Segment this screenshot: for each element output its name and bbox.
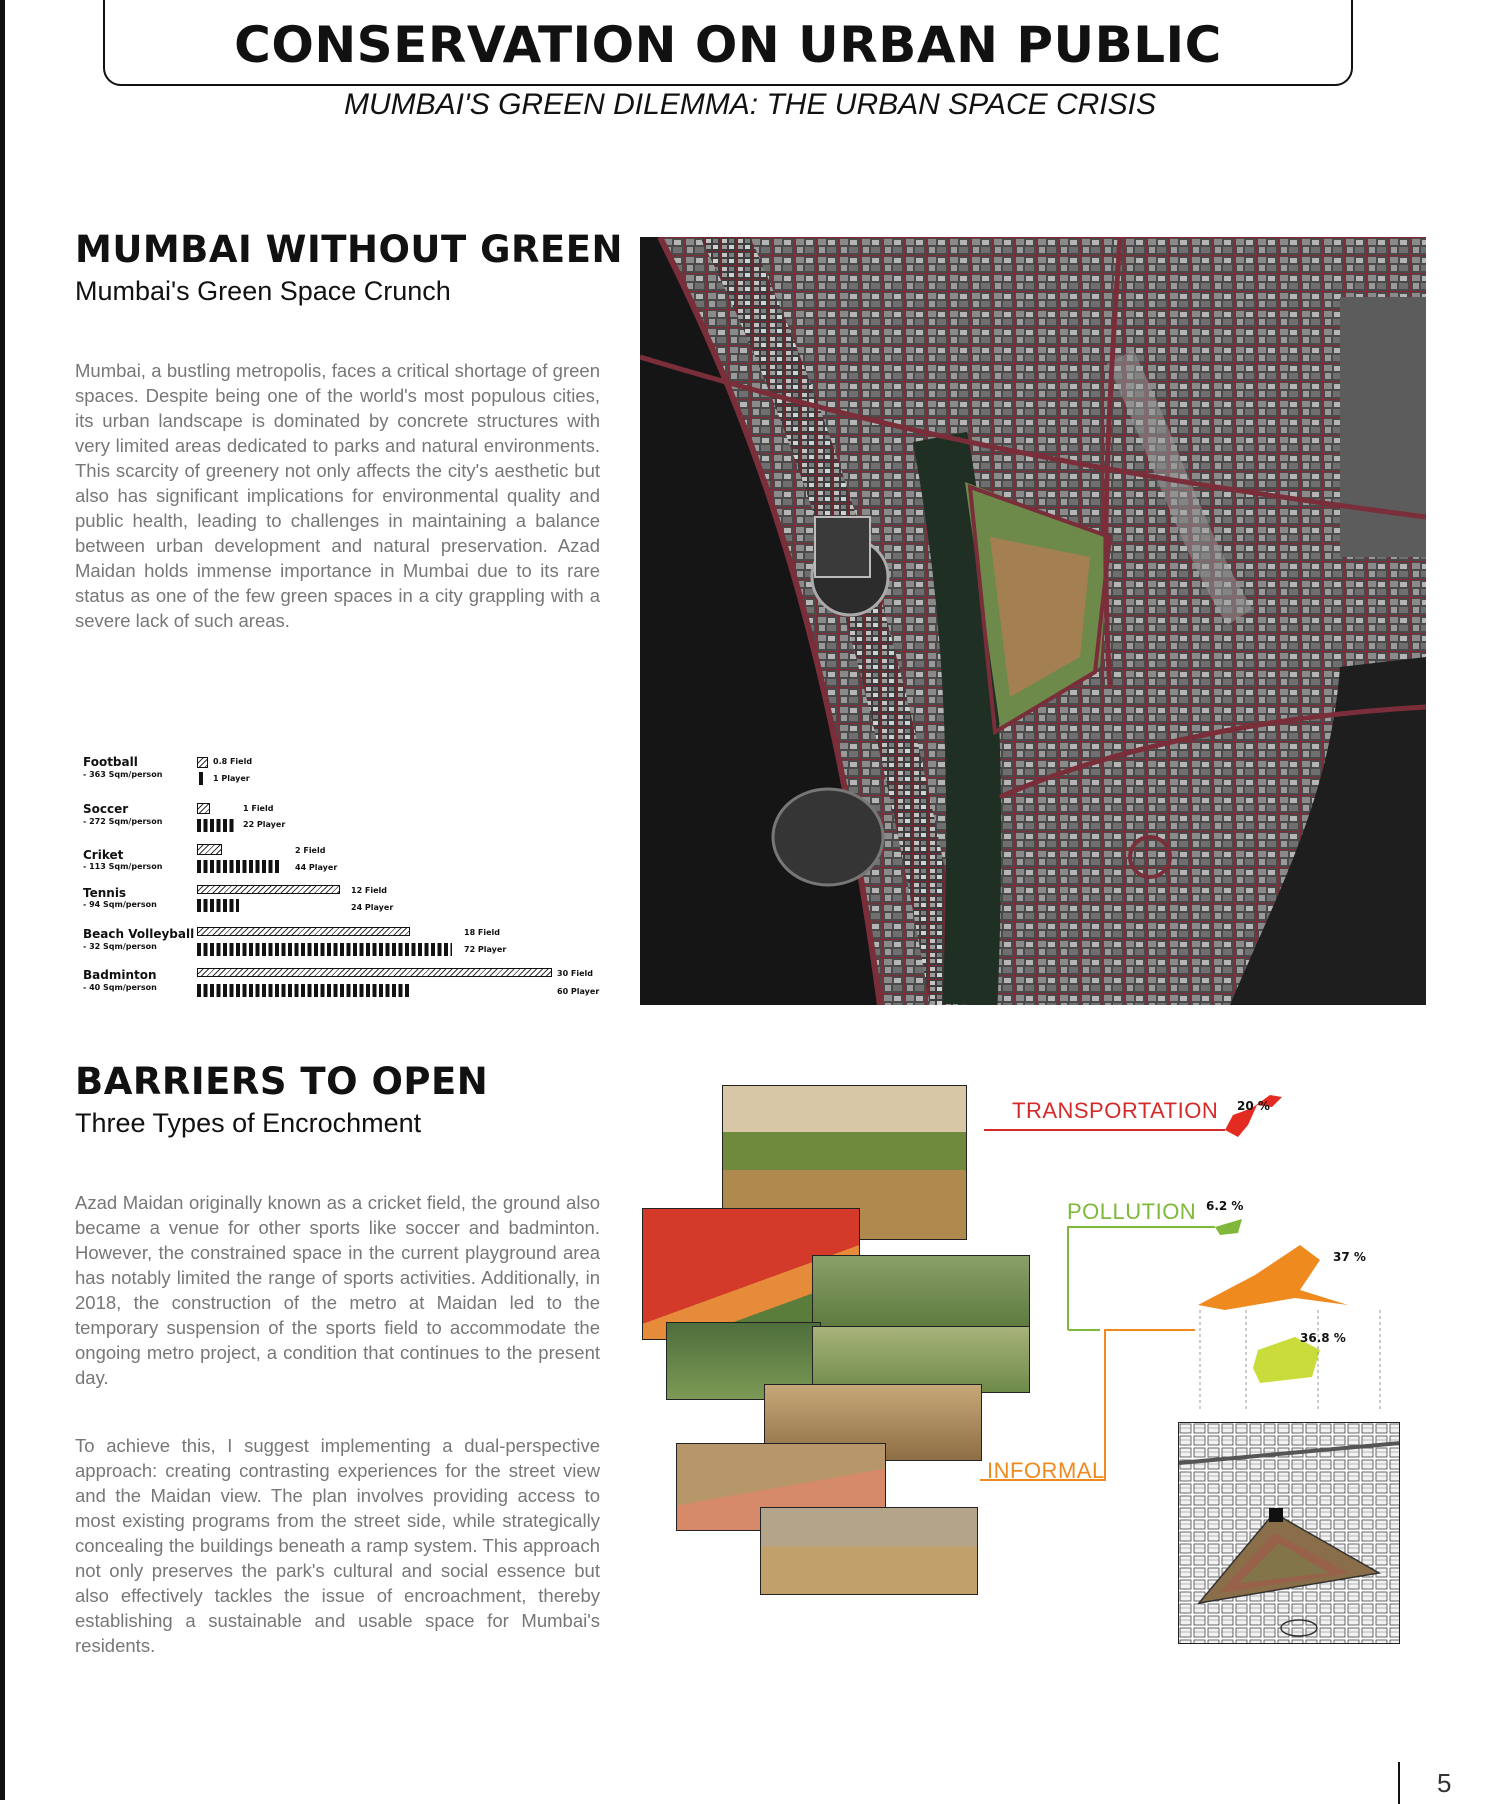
field-bar-tennis xyxy=(197,885,340,894)
sport-area-football: - 363 Sqm/person xyxy=(83,770,163,779)
player-bar-soccer xyxy=(197,819,235,832)
section1-subheading: Mumbai's Green Space Crunch xyxy=(75,276,451,306)
field-bar-criket xyxy=(197,844,222,855)
field-bar-badminton xyxy=(197,968,552,977)
informal-pct-37: 37 % xyxy=(1333,1250,1366,1264)
aerial-map-svg xyxy=(640,237,1426,1005)
page-number-divider xyxy=(1398,1762,1400,1804)
pollution-label: POLLUTION xyxy=(1067,1199,1197,1224)
fields-value-tennis: 12 Field xyxy=(351,886,388,895)
sport-area-criket: - 113 Sqm/person xyxy=(83,862,163,871)
informal-pct-36-8: 36.8 % xyxy=(1300,1331,1346,1345)
informal-label: INFORMAL xyxy=(987,1458,1105,1483)
players-value-criket: 44 Player xyxy=(295,863,338,872)
left-edge-bar xyxy=(0,0,5,1800)
aerial-map-azad-maidan xyxy=(640,237,1426,1005)
players-value-tennis: 24 Player xyxy=(351,903,394,912)
sport-label-tennis: Tennis xyxy=(83,886,127,900)
fields-value-soccer: 1 Field xyxy=(243,804,274,813)
players-value-football: 1 Player xyxy=(213,774,250,783)
player-bar-badminton xyxy=(197,984,410,997)
axonometric-site-sketch xyxy=(1178,1422,1400,1644)
fields-value-football: 0.8 Field xyxy=(213,757,253,766)
pollution-pct: 6.2 % xyxy=(1206,1199,1244,1213)
section2-body-1: Azad Maidan originally known as a cricket field, the ground also became a venue for other sports like soccer and badminton. However, the constrained space in the current playground area has notably limited the range of sports activities. Additionally, in 2018, the construction of the metro at Maidan led to the temporary suspension of the sports field to accommodate the ongoing metro project, a condition that continues to the present day. xyxy=(75,1192,600,1388)
section2-subheading: Three Types of Encrochment xyxy=(75,1108,422,1138)
informal-shape-37 xyxy=(1198,1245,1348,1310)
field-bar-football xyxy=(197,757,208,768)
sport-label-badminton: Badminton xyxy=(83,968,157,982)
page-title: CONSERVATION ON URBAN PUBLIC xyxy=(234,16,1222,74)
player-bar-football xyxy=(199,772,204,785)
sport-area-badminton: - 40 Sqm/person xyxy=(83,983,157,992)
transportation-pct: 20 % xyxy=(1237,1099,1270,1113)
field-bar-soccer xyxy=(197,803,210,814)
sport-area-soccer: - 272 Sqm/person xyxy=(83,817,163,826)
fields-value-beach-volleyball: 18 Field xyxy=(464,928,501,937)
transportation-label: TRANSPORTATION xyxy=(1012,1098,1219,1123)
page-subtitle: MUMBAI'S GREEN DILEMMA: THE URBAN SPACE CRISIS xyxy=(344,88,1156,121)
fields-value-badminton: 30 Field xyxy=(557,969,594,978)
player-bar-beach-volleyball xyxy=(197,943,452,956)
section1-heading: MUMBAI WITHOUT GREEN xyxy=(75,228,623,271)
field-bar-beach-volleyball xyxy=(197,927,410,936)
players-value-badminton: 60 Player xyxy=(557,987,600,996)
sport-label-beach-volleyball: Beach Volleyball xyxy=(83,927,195,941)
fields-value-criket: 2 Field xyxy=(295,846,326,855)
players-value-beach-volleyball: 72 Player xyxy=(464,945,507,954)
player-bar-criket xyxy=(197,860,281,873)
sport-area-beach-volleyball: - 32 Sqm/person xyxy=(83,942,157,951)
sport-label-football: Football xyxy=(83,755,138,769)
photo-crowd-maidan xyxy=(760,1507,978,1595)
pollution-shape xyxy=(1215,1219,1242,1235)
sport-label-criket: Criket xyxy=(83,848,124,862)
section2-heading: BARRIERS TO OPEN xyxy=(75,1060,489,1103)
sport-area-tennis: - 94 Sqm/person xyxy=(83,900,157,909)
sport-label-soccer: Soccer xyxy=(83,802,129,816)
players-value-soccer: 22 Player xyxy=(243,820,286,829)
player-bar-tennis xyxy=(197,899,239,912)
section1-body: Mumbai, a bustling metropolis, faces a critical shortage of green spaces. Despite being one of the world's most populous cities, its urban landscape is dominated by concrete structures with very limited areas dedicated to parks and natural environments. This scarcity of greenery not only affects the city's aesthetic but also has significant implications for environmental quality and public health, leading to challenges in maintaining a balance between urban development and natural preservation. Azad Maidan holds immense importance in Mumbai due to its rare status as one of the few green spaces in a city grappling with a severe lack of such areas. xyxy=(75,360,600,631)
page-number: 5 xyxy=(1437,1768,1452,1798)
section2-body-2: To achieve this, I suggest implementing a dual-perspective approach: creating contrasting experiences for the street view and the Maidan view. The plan involves providing access to most existing programs from the street side, while strategically concealing the buildings beneath a ramp system. This approach not only preserves the park's cultural and social essence but also effectively tackles the issue of encroachment, thereby establishing a sustainable and usable space for Mumbai's residents. xyxy=(75,1435,600,1656)
